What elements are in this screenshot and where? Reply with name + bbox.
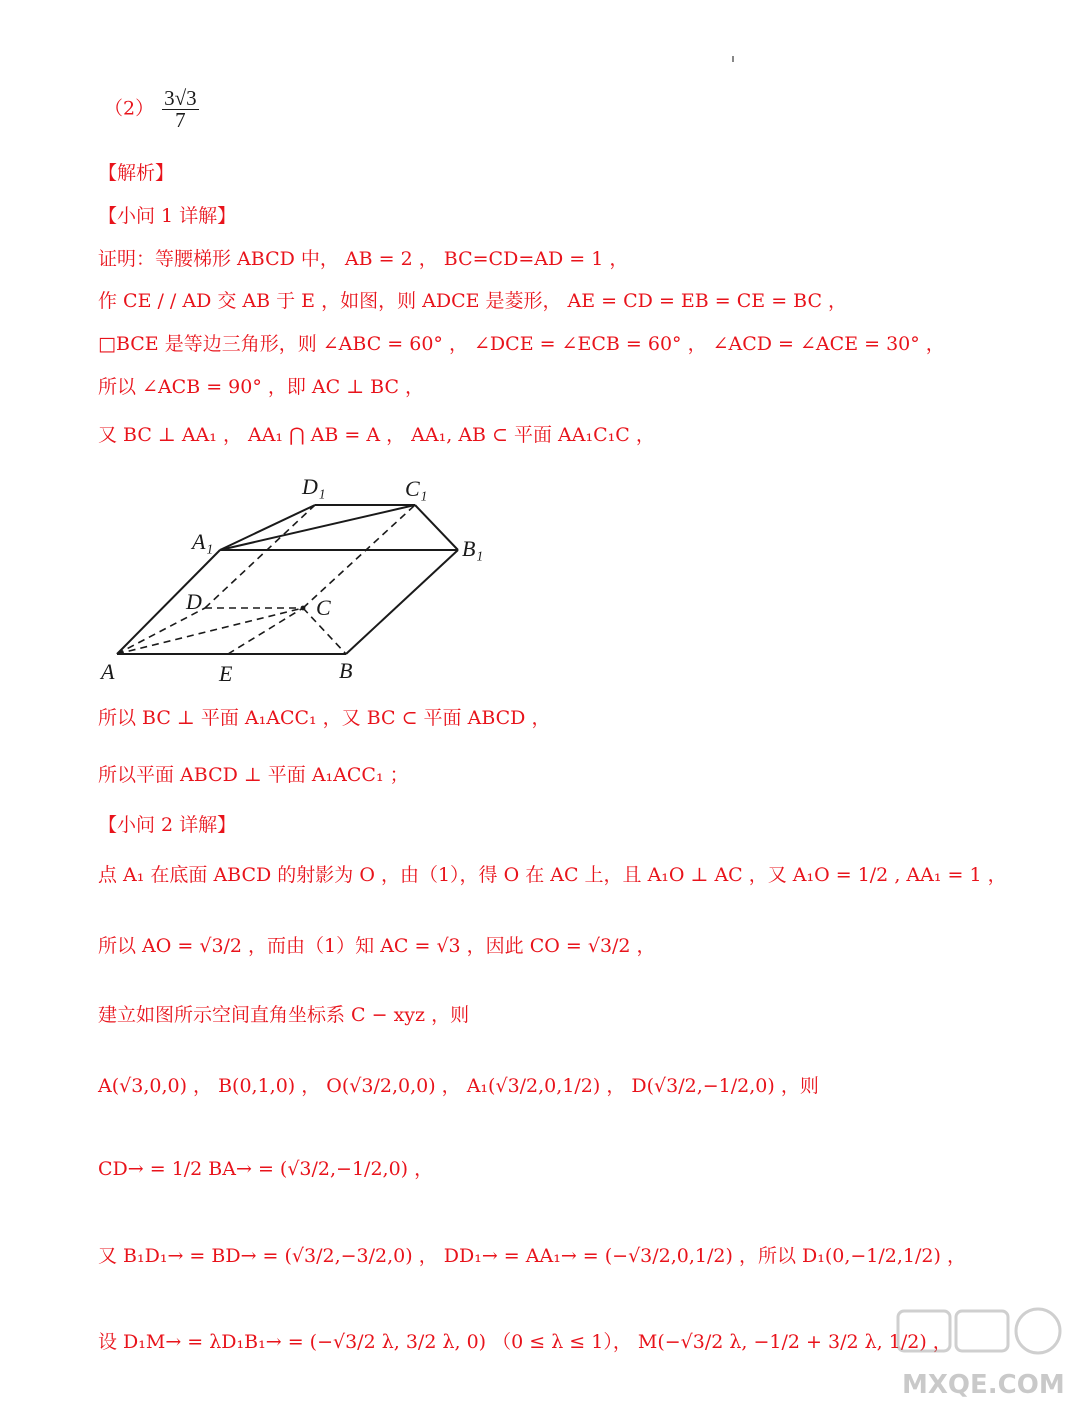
label-B: B [339,658,353,683]
label-A: A [101,659,115,684]
q2-line-3: 建立如图所示空间直角坐标系 C − xyz ，则 [98,1004,470,1026]
edge-C1B1 [415,505,458,550]
q2-line-6: 又 B₁D₁→ = BD→ = (√3/2,−3/2,0) ， DD₁→ = AA₁→ = (−√3/2,0,1/2) ，所以 D₁(0,−1/2,1/2) ， [98,1245,966,1267]
watermark-text: MXQE.COM [902,1370,1065,1400]
watermark-logo [896,1307,1066,1403]
edge-EC [228,608,303,654]
q2-line-7: 设 D₁M→ = λD₁B₁→ = (−√3/2 λ, 3/2 λ, 0) （0 ≤ λ ≤ 1）， M(−√3/2 λ, −1/2 + 3/2 λ, 1/2) ， [98,1331,952,1353]
edge-A1D1 [220,505,315,550]
q2-line-4: A(√3,0,0) ， B(0,1,0) ， O(√3/2,0,0) ， A₁(√3/2,0,1/2) ， D(√3/2,−1/2,0) ，则 [98,1075,819,1097]
edge-AD [117,608,205,654]
q1-line-5: 又 BC ⊥ AA₁ ， AA₁ ⋂ AB = A ， AA₁, AB ⊂ 平面 AA₁C₁C ， [98,424,655,446]
edge-CC1 [303,505,415,608]
q2-heading: 【小问 2 详解】 [98,814,237,836]
point-C [301,606,306,611]
page-mark [732,56,734,62]
part2-numerator: 3√3 [164,86,197,110]
q2-line-5: CD→ = 1/2 BA→ = (√3/2,−1/2,0) ， [98,1158,434,1180]
edge-AA1 [117,550,220,654]
q1-line-2: 作 CE / / AD 交 AB 于 E ，如图，则 ADCE 是菱形， AE = CD = EB = CE = BC ， [98,290,848,312]
q1-line-4: 所以 ∠ACB = 90° ，即 AC ⊥ BC ， [98,376,425,398]
q1-line-1: 证明：等腰梯形 ABCD 中， AB = 2 ， BC=CD=AD = 1 ， [98,248,629,270]
q1-after-line-1: 所以 BC ⊥ 平面 A₁ACC₁ ，又 BC ⊂ 平面 ABCD ， [98,707,551,729]
label-D: D [186,589,202,614]
prism-figure [95,468,495,688]
label-C: C [316,595,331,620]
label-D1: D₁ [302,474,326,499]
label-C1: C₁ [405,476,428,501]
edge-AC [117,608,303,654]
analysis-heading: 【解析】 [98,162,175,184]
label-A1: A₁ [192,529,214,554]
edge-BB1 [346,550,458,654]
q1-line-3: □BCE 是等边三角形，则 ∠ABC = 60° ， ∠DCE = ∠ECB = 60° ， ∠ACD = ∠ACE = 30° ， [98,333,945,355]
q1-after-line-2: 所以平面 ABCD ⊥ 平面 A₁ACC₁ ； [98,764,409,786]
label-B1: B₁ [462,536,484,561]
part2-denominator: 7 [175,108,186,132]
label-E: E [219,661,233,686]
edge-A1C1 [220,505,415,550]
part2-fraction [162,88,199,131]
part2-label: （2） [104,97,155,120]
q1-heading: 【小问 1 详解】 [98,205,237,227]
q2-line-1: 点 A₁ 在底面 ABCD 的射影为 O ，由（1），得 O 在 AC 上，且 A₁O ⊥ AC ，又 A₁O = 1/2 , AA₁ = 1 ， [98,864,1007,886]
edge-DD1 [205,505,315,608]
part2-answer [104,88,201,131]
q2-line-2: 所以 AO = √3/2 ，而由（1）知 AC = √3 ，因此 CO = √3/2 ， [98,935,656,957]
